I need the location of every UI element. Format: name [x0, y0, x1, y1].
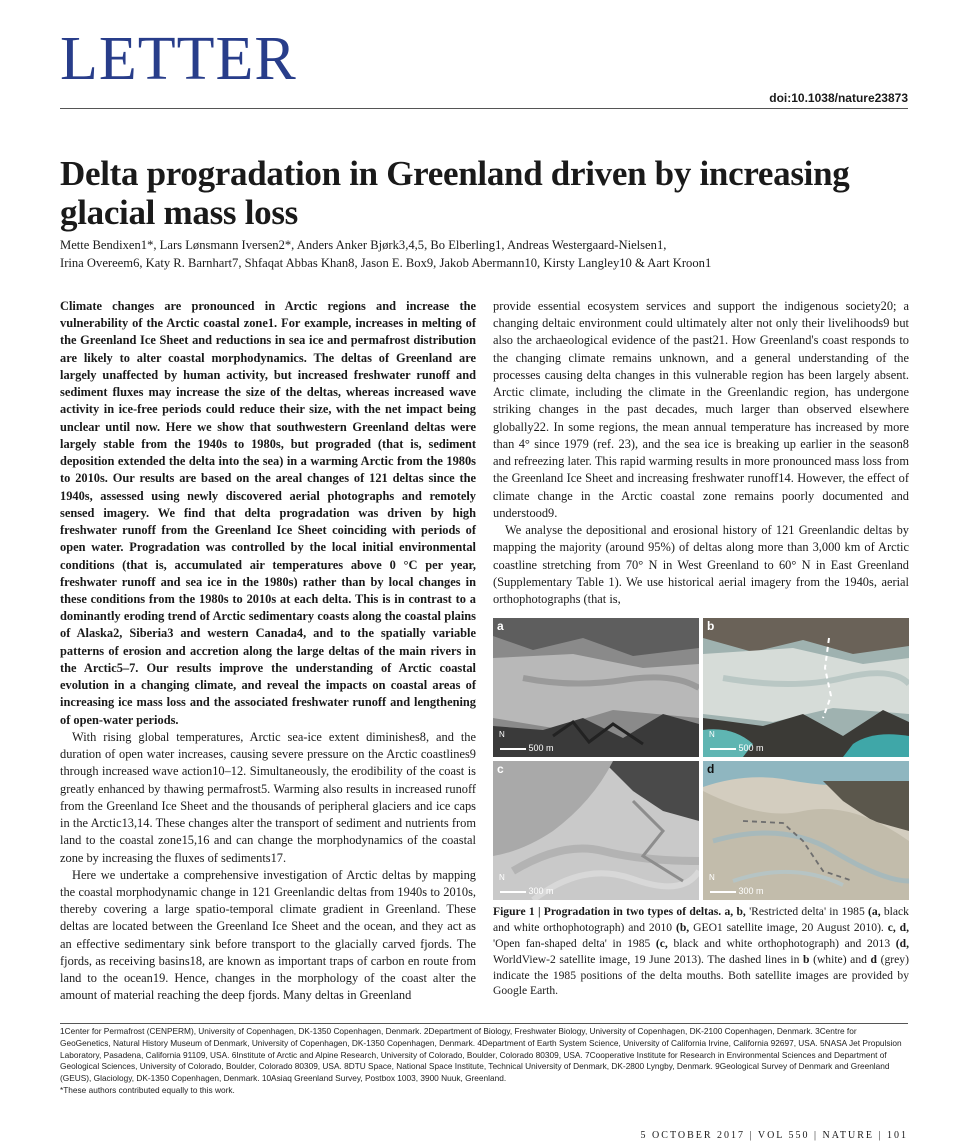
caption-ref: (c, — [655, 936, 668, 950]
footnote-rule — [60, 1023, 908, 1024]
scale-bar — [498, 886, 554, 896]
scale-label: 500 m — [528, 743, 554, 753]
caption-text: GEO1 satellite image, 20 August 2010). — [693, 920, 884, 934]
authors-line-2: Irina Overeem6, Katy R. Barnhart7, Shfaqat Abbas Khan8, Jason E. Box9, Jakob Abermann10, Kirsty Langley10 & Aart Kroon1 — [60, 256, 712, 271]
caption-ref: a, b, — [724, 905, 746, 918]
figure-panel-a — [493, 618, 699, 757]
scale-label: 300 m — [528, 886, 554, 896]
scale-bar-line — [500, 748, 526, 750]
panel-label: b — [707, 619, 715, 633]
north-arrow: N — [499, 873, 505, 882]
north-arrow: N — [709, 873, 715, 882]
abstract: Climate changes are pronounced in Arctic regions and increase the vulnerability of the Arctic coastal zone1. For example, increases in melting of the Greenland Ice Sheet and reductions in sea ice and permafrost distribution are likely to alter coastal morphodynamics. The deltas of Greenland are largely unaffected by human activity, but increased freshwater runoff and sediment fluxes may increase the size of the deltas, whereas increased wave activity in ice-free periods could reduce their size, with the net impact being unclear until now. Here we show that southwestern Greenland deltas were largely stable from the 1940s to 1980s, but prograded (that is, sediment deposition extended the delta into the sea) in a warming Arctic from the 1980s to 2010s. Our results are based on the areal changes of 121 deltas since the 1940s, assessed using newly discovered aerial photographs and remotely sensed imagery. We find that delta progradation was driven by high freshwater runoff from the Greenland Ice Sheet coinciding with periods of open water. Progradation was controlled by the local initial environmental conditions (that is, accumulated air temperatures above 0 °C per year, freshwater runoff and sea ice in the 1980s) rather than by local changes in these conditions from the 1980s to 2010s at each delta. This is in contrast to a dominantly eroding trend of Arctic sedimentary coasts along the coastal plains of Alaska2, Siberia3 and western Canada4, and to the spatially variable patterns of erosion and accretion along the large deltas of the main rivers in the Arctic5–7. Our results improve the understanding of Arctic coastal evolution in a changing climate, and reveal the impacts on coastal areas of increasing ice mass loss and the associated freshwater runoff and lengthening of open-water periods. — [60, 299, 476, 727]
aerial-photo-c — [493, 761, 699, 900]
section-label: LETTER — [60, 25, 297, 93]
doi[interactable]: doi:10.1038/nature23873 — [769, 91, 908, 105]
body-paragraph: provide essential ecosystem services and support the indigenous society20; a changing deltaic environment could ultimately alter not only their livelihoods9 but also the archaeological evidence of the past21. How Greenland's coast responds to the changing climate remains unknown, and a general understanding of the processes causing delta changes in this vulnerable region has been largely absent. Arctic climate, including the climate in the Greenlandic region, has undergone striking changes in the past decades, much larger than observed elsewhere globally22. In some regions, the mean annual temperature has increased by more than 4° since 1979 (ref. 23), and the sea ice is breaking up earlier in the season8 and refreezing later. This rapid warming results in more pronounced mass loss from the Greenland Ice Sheet and increasing freshwater runoff14. However, the effect of climate change in the Arctic coastal zone remains poorly documented and understood9. — [493, 299, 909, 520]
scale-bar-line — [710, 891, 736, 893]
scale-bar — [708, 743, 764, 753]
panel-label: d — [707, 762, 715, 776]
caption-text: WorldView-2 satellite image, 19 June 2013). The dashed lines in — [493, 952, 800, 966]
panel-label: a — [497, 619, 504, 633]
north-arrow: N — [499, 730, 505, 739]
caption-text: black and white orthophotograph) and 2013 — [673, 936, 891, 950]
footnotes — [60, 1026, 908, 1097]
scale-bar-line — [500, 891, 526, 893]
author-list — [60, 236, 908, 273]
caption-text: 'Open fan-shaped delta' in 1985 — [493, 936, 651, 950]
scale-label: 500 m — [738, 743, 764, 753]
caption-text: 'Restricted delta' in 1985 — [749, 905, 865, 918]
caption-ref: (d, — [895, 936, 909, 950]
caption-heading: Figure 1 | Progradation in two types of deltas. — [493, 905, 722, 918]
figure-panel-d — [703, 761, 909, 900]
caption-text: (grey) indicate the 1985 positions of the delta mouths. Both satellite images are provided by Google Earth. — [493, 952, 909, 998]
satellite-image-b — [703, 618, 909, 757]
right-column — [493, 298, 909, 608]
figure-caption — [493, 904, 909, 999]
caption-ref: b — [803, 952, 810, 966]
scale-bar — [498, 743, 554, 753]
aerial-photo-a — [493, 618, 699, 757]
caption-ref: c, d, — [887, 920, 909, 934]
figure-1 — [493, 618, 909, 900]
affiliations: 1Center for Permafrost (CENPERM), University of Copenhagen, DK-1350 Copenhagen, Denmark. 2Department of Biology, Freshwater Biology, University of Copenhagen, DK-2100 Copenhagen, Denmark. 3Centre for GeoGenetics, Natural History Museum of Denmark, University of Copenhagen, DK-1350 Copenhagen, Denmark. 4Department of Earth System Science, University of California Irvine, California 92697, USA. 5NASA Jet Propulsion Laboratory, Pasadena, California 91109, USA. 6Institute of Arctic and Alpine Research, University of Colorado, Boulder, Colorado 80309, USA. 7Cooperative Institute for Research in Environmental Sciences and Department of Geological Sciences, University of Colorado, Boulder, Colorado 80309, USA. 8DTU Space, National Space Institute, Technical University of Denmark, DK-2800 Lyngby, Denmark. 9Geological Survey of Denmark and Greenland (GEUS), Glaciology, DK-1350 Copenhagen, Denmark. 10Asiaq Greenland Survey, Postbox 1003, 3900 Nuuk, Greenland. — [60, 1026, 902, 1084]
caption-text: black and white orthophotograph) and 2010 — [493, 905, 909, 934]
body-paragraph: With rising global temperatures, Arctic sea-ice extent diminishes8, and the duration of open water increases, causing severe pressure on the Arctic coastlines9 through increased wave action10–12. Simultaneously, the erodibility of the coast is greatly enhanced by thawing permafrost5. Warming also results in increased runoff from the Greenland Ice Sheet and the thousands of peripheral glaciers and ice caps in the Arctic13,14. These changes alter the transport of sediment and nutrients from land to the coastal zone15,16 and can change the morphodynamics of the coastal zone by increasing the fluxes of sediments17. — [60, 729, 476, 865]
body-paragraph: We analyse the depositional and erosional history of 121 Greenlandic deltas by mapping the majority (around 95%) of deltas along more than 3,000 km of Arctic coastline stretching from 70° N in West Greenland to 60° N in East Greenland (Supplementary Table 1). We use historical aerial imagery from the 1940s, aerial orthophotographs (that is, — [493, 523, 909, 606]
caption-ref: (b, — [676, 920, 690, 934]
caption-ref: (a, — [868, 905, 881, 918]
body-paragraph: Here we undertake a comprehensive investigation of Arctic deltas by mapping the coastal morphodynamic change in 121 Greenlandic deltas from 1940s to 2010s, thereby covering a large spatio-temporal climate gradient in Greenland. These deltas are located between the Greenland Ice Sheet and the ocean, and they act as an effective sedimentary sink before transport to the glacially carved fjords. The fjords, as receiving basins18, are known as important traps of carbon en route from land to the ocean19. Hence, changes in the morphology of the coast alter the amount of material reaching the deep fjords. Many deltas in Greenland — [60, 867, 476, 1003]
header-rule — [60, 108, 908, 109]
left-column — [60, 298, 476, 1005]
panel-label: c — [497, 762, 504, 776]
satellite-image-d — [703, 761, 909, 900]
authors-line-1: Mette Bendixen1*, Lars Lønsmann Iversen2*, Anders Anker Bjørk3,4,5, Bo Elberling1, Andreas Westergaard-Nielsen1, — [60, 238, 667, 252]
figure-panel-b — [703, 618, 909, 757]
caption-text: (white) and — [813, 952, 867, 966]
figure-panel-c — [493, 761, 699, 900]
scale-bar-line — [710, 748, 736, 750]
scale-bar — [708, 886, 764, 896]
equal-contribution-note: *These authors contributed equally to this work. — [60, 1084, 235, 1095]
page-folio: 5 OCTOBER 2017 | VOL 550 | NATURE | 101 — [640, 1130, 908, 1141]
article-title: Delta progradation in Greenland driven by increasing glacial mass loss — [60, 154, 850, 233]
scale-label: 300 m — [738, 886, 764, 896]
north-arrow: N — [709, 730, 715, 739]
caption-ref: d — [870, 952, 877, 966]
